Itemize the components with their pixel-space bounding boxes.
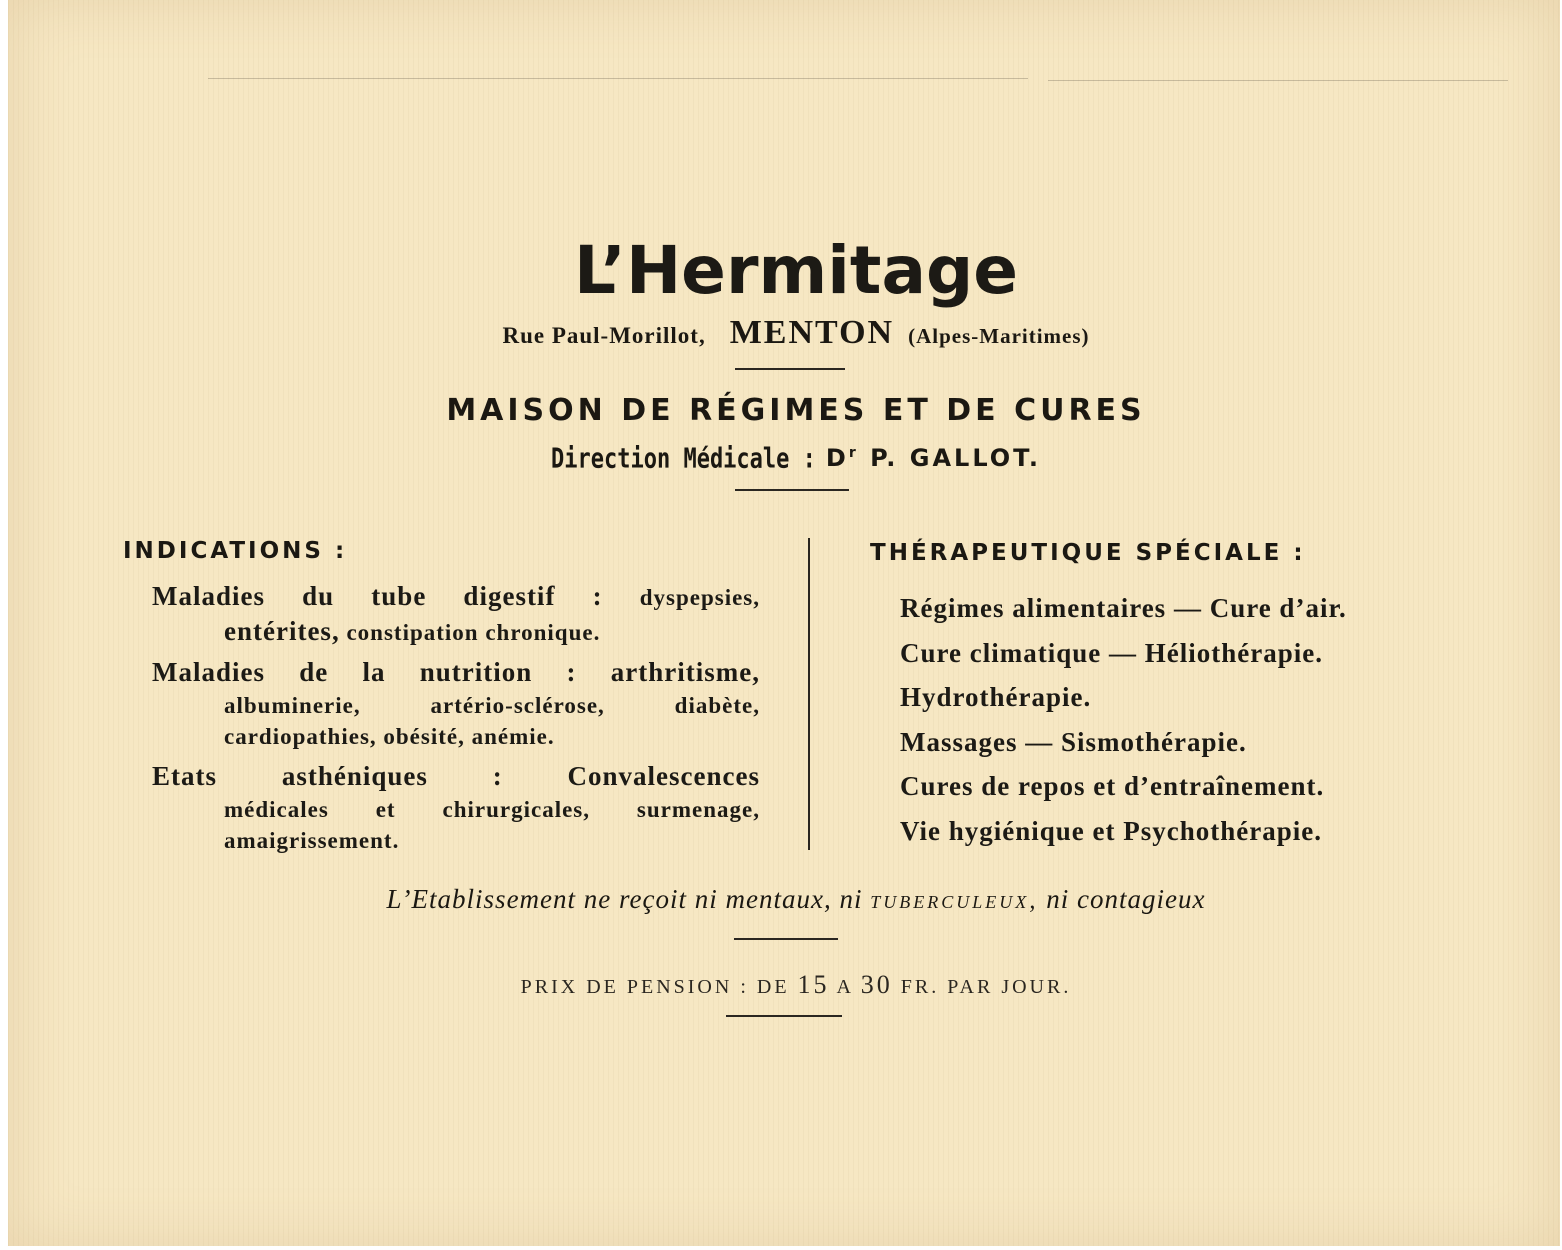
indication-lead [152, 578, 760, 616]
notice-text: L’Etablissement ne reçoit ni mentaux, ni [386, 884, 863, 914]
price-between: A [836, 976, 853, 998]
doctor-surname: P. GALLOT. [870, 444, 1041, 472]
admission-notice [8, 884, 1562, 915]
indication-cont-rest: constipation chronique. [346, 620, 601, 645]
indication-continuation: albuminerie, artério-sclérose, diabète, [224, 693, 760, 718]
direction-label: Direction Médicale : [551, 443, 816, 476]
faint-print-trace [208, 78, 1028, 79]
leaflet-page [8, 0, 1560, 1246]
doctor-suffix: r [848, 445, 859, 461]
divider-rule [726, 1015, 842, 1017]
city-name: MENTON [729, 314, 895, 351]
indication-continuation [152, 616, 760, 648]
price-min: 15 [797, 970, 830, 999]
notice-text-end: ni contagieux [1046, 884, 1206, 914]
therapy-line: Cures de repos et d’entraînement. [900, 771, 1325, 801]
indication-continuation: amaigrissement. [224, 828, 400, 853]
therapy-line: Massages — Sismothérapie. [900, 726, 1247, 757]
page-title: L’Hermitage [574, 232, 1018, 309]
therapy-line: Hydrothérapie. [900, 682, 1092, 712]
price-label: PRIX DE PENSION : DE [520, 976, 790, 998]
divider-rule [735, 489, 849, 491]
address-line [8, 314, 1562, 352]
indication-item [152, 654, 760, 752]
establishment-subtitle: MAISON DE RÉGIMES ET DE CURES [446, 393, 1146, 428]
medical-direction [8, 443, 1562, 476]
notice-emphasis: tuberculeux, [870, 887, 1039, 914]
price-line [8, 970, 1562, 1000]
indications-heading: INDICATIONS : [123, 538, 348, 564]
faint-print-trace [1048, 80, 1508, 81]
indication-lead: Etats asthéniques : Convalescences [152, 761, 760, 791]
price-unit: FR. PAR JOUR. [900, 976, 1072, 998]
price-max: 30 [860, 970, 893, 999]
street-address: Rue Paul-Morillot, [502, 323, 706, 348]
divider-rule [735, 368, 845, 370]
column-divider [808, 538, 810, 850]
indication-lead-rest: dyspepsies, [639, 585, 760, 610]
therapy-line: Régimes alimentaires — Cure d’air. [900, 593, 1347, 623]
indication-item [152, 578, 760, 648]
indication-continuation: cardiopathies, obésité, anémie. [224, 724, 555, 749]
therapeutique-heading: THÉRAPEUTIQUE SPÉCIALE : [870, 540, 1306, 566]
indication-lead-bold: Maladies du tube digestif : [152, 581, 603, 611]
indication-item [152, 758, 760, 856]
therapeutique-list [900, 586, 1347, 853]
therapy-line: Vie hygiénique et Psychothérapie. [900, 815, 1322, 846]
indication-lead: Maladies de la nutrition : arthritisme, [152, 657, 760, 687]
indication-cont-bold: entérites, [224, 616, 340, 646]
doctor-name [826, 444, 1041, 472]
divider-rule [734, 938, 838, 940]
doctor-prefix: D [825, 444, 849, 472]
therapy-line: Cure climatique — Héliothérapie. [900, 637, 1323, 668]
indication-continuation: médicales et chirurgicales, surmenage, [224, 797, 760, 822]
indications-list [152, 578, 760, 862]
region-name: (Alpes-Maritimes) [908, 324, 1090, 348]
